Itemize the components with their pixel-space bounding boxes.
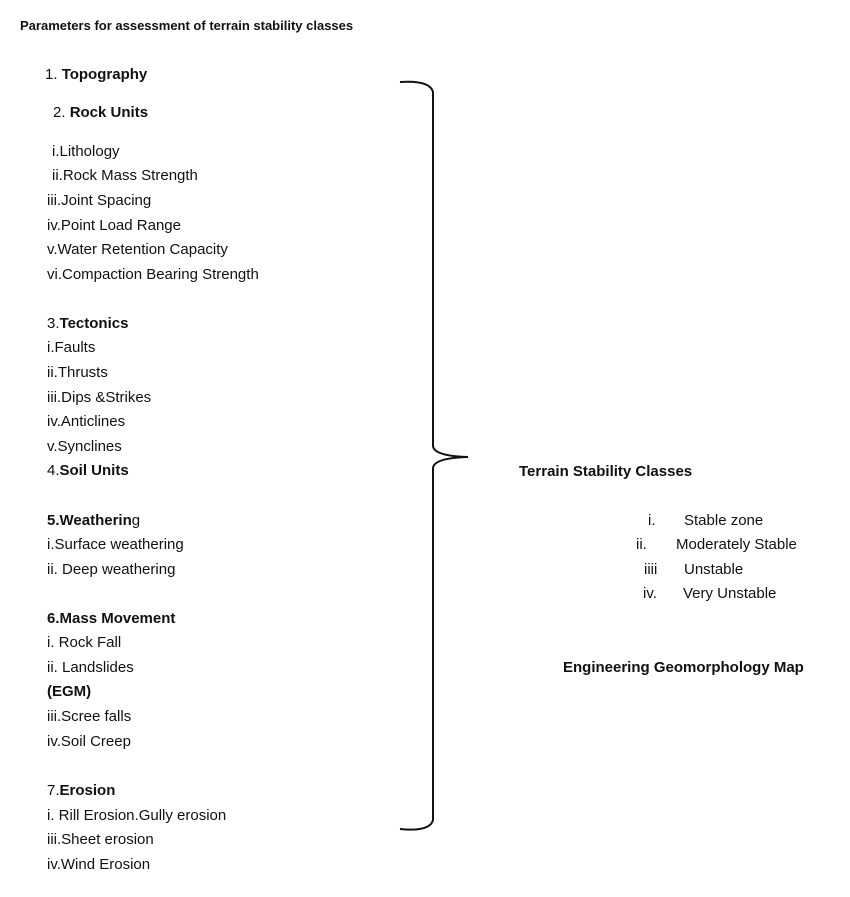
parameter-pre-text: iii.Dips &Strikes (47, 389, 152, 406)
parameter-pre-text: ii. Deep weathering (47, 561, 176, 578)
parameter-bold-text: 5.Weatherin (47, 512, 132, 529)
class-label: Unstable (684, 561, 744, 578)
classes-heading: Terrain Stability Classes (519, 463, 693, 480)
parameter-pre-text: 3. (47, 315, 60, 332)
parameter-pre-text: 2. (53, 104, 70, 121)
parameter-bold-text: Erosion (59, 782, 116, 799)
parameter-pre-text: iv.Anticlines (47, 413, 126, 430)
output-label: Engineering Geomorphology Map (563, 659, 804, 676)
class-label: Moderately Stable (676, 536, 797, 553)
class-num: ii. (636, 536, 647, 553)
parameter-pre-text: ii.Thrusts (47, 364, 108, 381)
parameter-pre-text: i.Faults (47, 339, 96, 356)
parameter-pre-text: iv.Wind Erosion (47, 856, 151, 873)
parameter-pre-text: iii.Scree falls (47, 708, 132, 725)
class-label: Very Unstable (683, 585, 777, 602)
parameter-pre-text: 7. (47, 782, 60, 799)
class-num: iv. (643, 585, 657, 602)
diagram-title: Parameters for assessment of terrain stability classes (20, 18, 354, 33)
class-num: i. (648, 512, 656, 529)
parameter-pre-text: i.Surface weathering (47, 536, 184, 553)
parameter-bold-text: Tectonics (59, 315, 129, 332)
parameter-pre-text: v.Synclines (47, 438, 122, 455)
parameter-pre-text: iv.Point Load Range (47, 217, 181, 234)
parameter-pre-text: iv.Soil Creep (47, 733, 131, 750)
parameter-pre-text: i. Rock Fall (47, 634, 122, 651)
parameter-bold-text: 6.Mass Movement (47, 610, 176, 627)
parameter-bold-text: Soil Units (59, 462, 129, 479)
class-label: Stable zone (684, 512, 764, 529)
parameter-pre-text: vi.Compaction Bearing Strength (47, 266, 259, 283)
class-num: iiii (644, 561, 658, 578)
parameter-pre-text: ii. Landslides (47, 659, 134, 676)
parameter-pre-text: 4. (47, 462, 60, 479)
parameter-pre-text: iii.Sheet erosion (47, 831, 154, 848)
parameter-bold-text: (EGM) (47, 683, 92, 700)
parameter-pre-text: ii.Rock Mass Strength (52, 167, 198, 184)
parameter-bold-text: Rock Units (69, 104, 149, 121)
parameter-bold-text: Topography (61, 66, 148, 83)
parameter-pre-text: v.Water Retention Capacity (47, 241, 228, 258)
parameter-pre-text: iii.Joint Spacing (47, 192, 152, 209)
parameter-pre-text: 1. (45, 66, 62, 83)
parameter-pre-text: i. Rill Erosion.Gully erosion (47, 807, 227, 824)
parameter-post-text: g (131, 512, 141, 529)
parameter-pre-text: i.Lithology (52, 143, 120, 160)
